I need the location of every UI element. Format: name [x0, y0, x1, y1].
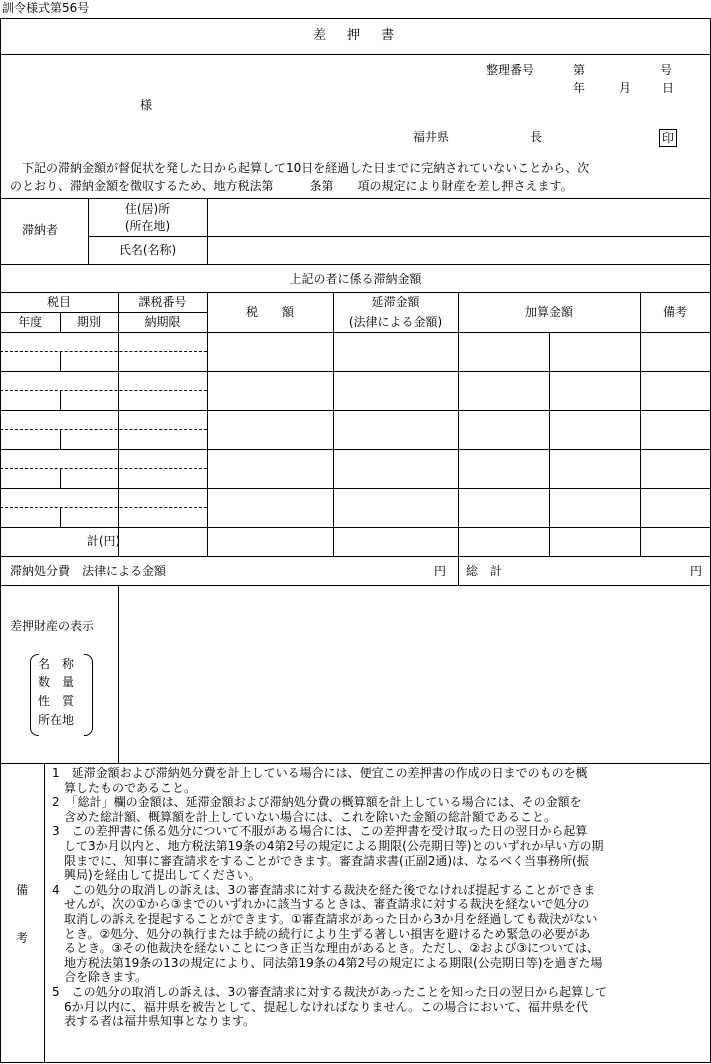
- address-label-2: (所在地): [124, 219, 171, 233]
- issuer-chief: 長: [530, 130, 543, 144]
- col-tax-number: 課税番号: [138, 295, 187, 309]
- remarks-line: 3 この差押書に係る処分について不服がある場合には、この差押書を受け取った日の翌日から起算: [52, 824, 588, 839]
- remarks-line: とき。②処分、処分の執行または手続の続行により生ずる著しい損害を避けるため緊急の必要があ: [52, 926, 591, 941]
- remarks-line: 興局)を経由して提出してください。: [52, 868, 261, 883]
- debtor-bottom-divider: [0, 264, 711, 265]
- date-day: 日: [662, 81, 675, 95]
- property-col-divider: [118, 585, 119, 763]
- table-vline-549: [549, 332, 550, 556]
- remarks-col-divider: [44, 763, 45, 1063]
- col-due-date: 納期限: [144, 315, 181, 329]
- name-label: 氏名(名称): [118, 243, 177, 257]
- form-label: 訓令様式第56号: [2, 1, 90, 15]
- remarks-line: 算したものであること。: [52, 780, 197, 795]
- grand-total-label: 総 計: [466, 564, 503, 578]
- costs-row-bottom: [0, 585, 711, 586]
- ref-go: 号: [660, 63, 673, 77]
- remarks-line: 合を除きます。: [52, 970, 148, 985]
- property-item-nature: 性 質: [38, 694, 75, 708]
- debtor-col-divider-2: [207, 198, 208, 264]
- remarks-line: 5 この処分の取消しの訴えは、3の審査請求に対する裁決があったことを知った日の翌日から起算して: [52, 984, 608, 999]
- debtor-label: 滞納者: [22, 223, 59, 237]
- header-divider: [0, 198, 711, 199]
- remarks-line: 2 「総計」欄の金額は、延滞金額および滞納処分費の概算額を計上している場合には、その金額を: [52, 795, 582, 810]
- addressee-sama: 様: [140, 98, 153, 112]
- date-month: 月: [619, 81, 632, 95]
- property-bracket-right: [84, 654, 93, 736]
- col-remarks: 備考: [662, 305, 687, 319]
- intro-line-2: のとおり、滞納金額を徴収するため、地方税法第 条第 項の規定により財産を差し押さえます。: [10, 179, 573, 193]
- outer-top-border: [0, 18, 711, 19]
- col-period: 期別: [76, 315, 101, 329]
- remarks-line: るとき。③その他裁決を経ないことにつき正当な理由があるとき。ただし、②および③については、: [52, 941, 599, 956]
- property-item-quantity: 数 量: [38, 675, 75, 689]
- col-added-amount: 加算金額: [524, 305, 573, 319]
- date-year: 年: [573, 81, 586, 95]
- remarks-line: 6か月以内に、福井県を被告として、提起しなければなりません。この場合において、福井県を代: [52, 999, 588, 1014]
- remarks-line: 取消しの訴えを提起することができます。①審査請求があった日から3か月を経過しても裁決がない: [52, 911, 598, 926]
- title-divider: [0, 54, 711, 55]
- disposal-cost-label: 滞納処分費 法律による金額: [10, 564, 167, 578]
- property-bottom-divider: [0, 763, 711, 764]
- issuer-prefecture: 福井県: [413, 130, 450, 144]
- seal-mark: 印: [659, 129, 677, 147]
- table-caption: 上記の者に係る滞納金額: [289, 272, 422, 286]
- address-label-1: 住(居)所: [124, 202, 171, 216]
- property-label: 差押財産の表示: [10, 619, 95, 633]
- remarks-notes: [52, 766, 694, 1029]
- total-label: 計(円): [86, 534, 121, 548]
- remarks-line: せんが、次の①から③までのいずれかに該当するときは、審査請求に対する裁決を経ないで処分の: [52, 897, 590, 912]
- disposal-cost-yen: 円: [434, 564, 447, 578]
- grand-total-yen: 円: [690, 564, 703, 578]
- remarks-line: 4 この処分の取消しの訴えは、3の審査請求に対する裁決を経た後でなければ提起することができま: [52, 882, 596, 897]
- property-item-location: 所在地: [38, 713, 75, 727]
- ref-dai: 第: [573, 63, 586, 77]
- remarks-label-2: 考: [16, 931, 29, 945]
- table-vline-458: [458, 292, 459, 585]
- total-row-bottom: [0, 556, 711, 557]
- remarks-line: 表する者は福井県知事となります。: [52, 1014, 256, 1029]
- remarks-line: 含めた総計額、概算額を計上していない場合には、これを除いた金額の総計額であること。: [52, 809, 557, 824]
- remarks-line: して3か月以内と、地方税法第19条の4第2号の規定による期限(公売期日等)とのいずれか早い方の期: [52, 838, 604, 853]
- col-year: 年度: [17, 315, 42, 329]
- col-delay-amount: 延滞金額: [371, 295, 420, 309]
- intro-line-1: 下記の滞納金額が督促状を発した日から起算して10日を経過した日までに完納されていないことから、次: [22, 161, 590, 175]
- remarks-label-1: 備: [16, 883, 29, 897]
- header-sub-divider: [0, 312, 207, 313]
- property-item-name: 名 称: [38, 657, 75, 671]
- remarks-line: 1 延滞金額および滞納処分費を計上している場合には、便宜この差押書の作成の日までのものを概: [52, 766, 588, 780]
- ref-number-label: 整理番号: [486, 63, 535, 77]
- address-name-divider: [88, 236, 711, 237]
- header-bottom-divider: [0, 332, 711, 333]
- caption-divider: [0, 292, 711, 293]
- col-delay-amount-note: (法律による金額): [348, 315, 443, 329]
- remarks-line: 地方税法第19条の13の規定により、同法第19条の4第2号の規定による期限(公売期日等)を過ぎた場: [52, 955, 603, 970]
- col-tax-item: 税目: [46, 295, 71, 309]
- remarks-line: 限までに、知事に審査請求をすることができます。審査請求書(正副2通)は、なるべく当事務所(振: [52, 853, 589, 868]
- outer-bottom-border: [0, 1062, 711, 1063]
- col-tax-amount: 税 額: [245, 305, 294, 319]
- document-title: 差 押 書: [312, 28, 398, 43]
